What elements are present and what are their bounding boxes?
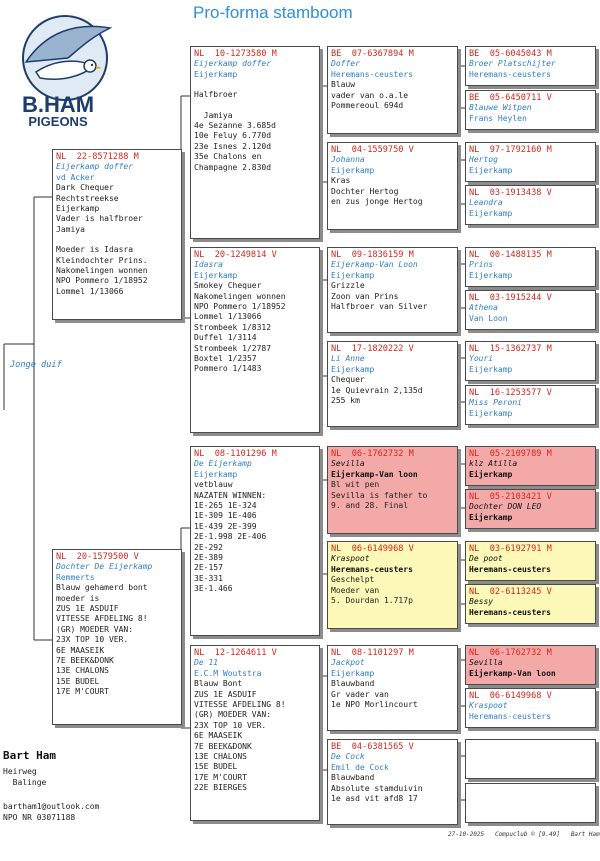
paternal-grandsire-card[interactable] <box>190 46 320 239</box>
bird-owner: Eijerkamp <box>331 270 375 280</box>
footer-print-info: 27-10-2025 Compuclub © [9.49] Bart Ham <box>448 831 600 838</box>
bird-detail-line: Kras <box>331 176 351 186</box>
great-ancestor-card-11[interactable] <box>465 541 596 581</box>
bird-detail-line: Blauw gehamerd bont <box>56 583 148 593</box>
bird-name: Eijerkamp doffer <box>56 162 134 172</box>
bird-detail-line: Moeder van <box>331 585 380 595</box>
great-ancestor-card-13[interactable] <box>465 645 596 685</box>
bird-name: Dochter DON LEO <box>469 502 542 512</box>
bird-detail-line: 1e NPO Morlincourt <box>331 700 418 710</box>
bird-detail-line: 1E-309 1E-406 <box>194 511 257 521</box>
pigeon-logo-icon <box>6 14 124 104</box>
logo-text-pigeons: PIGEONS <box>28 114 88 129</box>
bird-detail-line: Pommereoul 694d <box>331 101 404 111</box>
bird-detail-line: 13E CHALONS <box>194 752 247 762</box>
ring-number: BE 07-6367894 M <box>331 49 414 59</box>
bird-name: De 11 <box>194 658 219 668</box>
ring-number: NL 06-1762732 M <box>469 648 552 658</box>
great-ancestor-card-6[interactable] <box>465 290 596 330</box>
bird-owner: Eijerkamp <box>469 165 513 175</box>
bird-detail-line: 2E-389 <box>194 553 223 563</box>
ring-number: NL 06-1762732 M <box>331 449 414 459</box>
ring-number: NL 15-1362737 M <box>469 344 552 354</box>
maternal-grandsire-card[interactable] <box>190 446 320 636</box>
bird-detail-line: 15E BUDEL <box>194 762 238 772</box>
bird-name: De Cock <box>331 752 365 762</box>
bird-owner: Heremans-ceusters <box>469 69 551 79</box>
bird-owner: Eijerkamp <box>331 165 375 175</box>
bird-name: Youri <box>469 354 494 364</box>
bird-detail-line: 7E BEEK&DONK <box>56 656 114 666</box>
bird-detail-line: 6E MAASEIK <box>194 731 243 741</box>
ring-number: NL 09-1836159 M <box>331 250 414 260</box>
bird-detail-line: Rechtstreekse <box>56 193 119 203</box>
bird-name: Eijerkamp doffer <box>194 59 272 69</box>
bird-detail-line: Blauw Bont <box>194 679 243 689</box>
bird-owner: Eijerkamp <box>469 408 513 418</box>
bird-name: Jackpot <box>331 658 365 668</box>
ancestor-card-1[interactable] <box>327 46 458 134</box>
bird-detail-line: Chequer <box>331 375 365 385</box>
bird-detail-line: VITESSE AFDELING 8! <box>194 700 286 710</box>
bird-detail-line: 23e Isnes 2.120d <box>194 141 272 151</box>
bird-detail-line: NAZATEN WINNEN: <box>194 490 267 500</box>
bird-name: Sevilla <box>469 658 503 668</box>
bird-detail-line: ZUS 1E ASDUIF <box>56 604 119 614</box>
bird-detail-line: Bl wit pen <box>331 480 380 490</box>
bird-name: Kraspoot <box>331 554 370 564</box>
ancestor-card-2[interactable] <box>327 142 458 230</box>
bird-detail-line: VITESSE AFDELING 8! <box>56 614 148 624</box>
bird-name: Li Anne <box>331 354 365 364</box>
bird-detail-line: ZUS 1E ASDUIF <box>194 689 257 699</box>
bird-detail-line: 10e Feluy 6.770d <box>194 131 272 141</box>
bird-detail-line: 2E-1.998 2E-406 <box>194 532 267 542</box>
bird-detail-line: (GR) MOEDER VAN: <box>194 710 272 720</box>
great-ancestor-card-9[interactable] <box>465 446 596 486</box>
bird-detail-line: Jamiya <box>56 224 85 234</box>
bird-detail-line: Halfbroer <box>194 90 238 100</box>
young-pigeon-label: Jonge duif <box>10 360 62 370</box>
bird-detail-line: 3E-331 <box>194 573 223 583</box>
bird-owner: Heremans-ceusters <box>331 69 413 79</box>
bird-detail-line: vader van o.a.le <box>331 90 409 100</box>
ring-number: NL 22-8571288 M <box>56 152 139 162</box>
ring-number: NL 17-1820222 V <box>331 344 414 354</box>
bird-owner: Heremans-ceusters <box>469 564 551 574</box>
maternal-granddam-card[interactable] <box>190 645 320 821</box>
bird-detail-line: Dochter Hertog <box>331 186 399 196</box>
bird-owner: Van Loon <box>469 313 508 323</box>
ring-number: NL 05-2109789 M <box>469 449 552 459</box>
ring-number: NL 06-6149968 V <box>331 544 414 554</box>
ring-number: BE 04-6381565 V <box>331 742 414 752</box>
bird-detail-line: 1e Quievrain 2,135d <box>331 385 423 395</box>
page-title: Pro-forma stamboom <box>193 3 353 22</box>
owner-npo-number: NPO NR 03071188 <box>3 813 76 822</box>
bird-detail-line: Jamiya <box>194 110 233 120</box>
ancestor-card-4[interactable] <box>327 341 458 427</box>
bird-detail-line: Gr vader van <box>331 689 389 699</box>
bird-detail-line: Zoon van Prins <box>331 291 399 301</box>
bird-detail-line: Vader is halfbroer <box>56 214 143 224</box>
bird-detail-line: 15E BUDEL <box>56 676 100 686</box>
bird-name: Athena <box>469 303 498 313</box>
bird-owner: Heremans-ceusters <box>469 711 551 721</box>
ring-number: BE 05-6045043 M <box>469 49 552 59</box>
owner-email[interactable]: bartham1@outlook.com <box>3 802 100 811</box>
bird-detail-line: Lommel 1/13066 <box>194 312 262 322</box>
bird-detail-line: Halfbroer van Silver <box>331 302 428 312</box>
bird-detail-line: 17E M'COURT <box>194 772 247 782</box>
bird-detail-line: vetblauw <box>194 480 233 490</box>
bird-detail-line: Smokey Chequer <box>194 281 262 291</box>
bird-name: De poot <box>469 554 503 564</box>
bird-detail-line: en zus jonge Hertog <box>331 197 423 207</box>
bird-detail-line: Blauwband <box>331 773 375 783</box>
ring-number: NL 16-1253577 V <box>469 388 552 398</box>
bird-owner: Eijerkamp-Van loon <box>469 668 556 678</box>
ring-number: NL 20-1249814 V <box>194 250 277 260</box>
bird-owner: Heremans-ceusters <box>331 564 413 574</box>
bird-name: Johanna <box>331 155 365 165</box>
bird-name: Bessy <box>469 597 494 607</box>
bird-owner: Eijerkamp <box>469 469 513 479</box>
bird-detail-line: (GR) MOEDER VAN: <box>56 624 134 634</box>
bird-detail-line: Boxtel 1/2357 <box>194 354 257 364</box>
bird-detail-line: 5. Dourdan 1.717p <box>331 596 413 606</box>
bird-detail-line: 6E MAASEIK <box>56 645 105 655</box>
bird-name: Eijerkamp-Van Loon <box>331 260 418 270</box>
great-ancestor-card-1[interactable] <box>465 46 596 86</box>
ring-number: NL 10-1273580 M <box>194 49 277 59</box>
bird-detail-line: Geschelpt <box>331 575 375 585</box>
ring-number: NL 20-1579500 V <box>56 552 139 562</box>
ring-number: NL 97-1792160 M <box>469 145 552 155</box>
bird-detail-line: Lommel 1/13066 <box>56 286 124 296</box>
great-ancestor-card-7[interactable] <box>465 341 596 381</box>
bird-detail-line: 13E CHALONS <box>56 666 109 676</box>
bird-detail-line: Duffel 1/3114 <box>194 333 257 343</box>
owner-name: Bart Ham <box>3 749 56 762</box>
great-ancestor-card-14[interactable] <box>465 688 596 728</box>
bird-detail-line: 17E M'COURT <box>56 687 109 697</box>
bird-name: De Eijerkamp <box>194 459 252 469</box>
bird-detail-line: Sevilla is father to <box>331 490 428 500</box>
ring-number: NL 03-6192791 M <box>469 544 552 554</box>
bird-owner: Eijerkamp-Van loon <box>331 469 418 479</box>
great-ancestor-card-15-empty <box>465 739 596 779</box>
ring-number: NL 02-6113245 V <box>469 587 552 597</box>
bird-detail-line: 23X TOP 10 VER. <box>56 635 129 645</box>
bird-owner: Heremans-ceusters <box>469 607 551 617</box>
bird-owner: Eijerkamp <box>331 364 375 374</box>
great-ancestor-card-3[interactable] <box>465 142 596 182</box>
bird-detail-line: Pommero 1/1483 <box>194 364 262 374</box>
bird-name: Sevilla <box>331 459 365 469</box>
bird-detail-line: 255 km <box>331 396 360 406</box>
bird-detail-line: Absolute stamduivin <box>331 783 423 793</box>
bird-detail-line: Blauwband <box>331 679 375 689</box>
bird-detail-line: Dark Chequer <box>56 183 114 193</box>
dam-card[interactable] <box>52 549 182 725</box>
great-ancestor-card-10[interactable] <box>465 489 596 529</box>
great-ancestor-card-16-empty <box>465 783 596 823</box>
bird-detail-line: 7E BEEK&DONK <box>194 741 252 751</box>
bird-owner: Eijerkamp <box>469 208 513 218</box>
ring-number: NL 05-2103421 V <box>469 492 552 502</box>
logo <box>6 14 124 130</box>
bird-detail-line: Nakomelingen wonnen <box>56 266 148 276</box>
bird-detail-line: 3E-1.466 <box>194 584 233 594</box>
bird-detail-line: 9. and 28. Final <box>331 501 409 511</box>
bird-owner: Emil de Cock <box>331 762 389 772</box>
bird-owner: Eijerkamp <box>469 364 513 374</box>
bird-name: Leandra <box>469 198 503 208</box>
bird-owner: Frans Heylen <box>469 113 527 123</box>
bird-detail-line: Nakomelingen wonnen <box>194 291 286 301</box>
bird-detail-line: 35e Chalons en <box>194 152 262 162</box>
bird-owner: Remmerts <box>56 572 95 582</box>
sire-card[interactable] <box>52 149 182 320</box>
bird-detail-line: 2E-292 <box>194 542 223 552</box>
bird-name: Idasra <box>194 260 223 270</box>
bird-detail-line: Grizzle <box>331 281 365 291</box>
bird-owner: Eijerkamp <box>469 270 513 280</box>
great-ancestor-card-12[interactable] <box>465 584 596 624</box>
great-ancestor-card-8[interactable] <box>465 385 596 425</box>
bird-detail-line: 1E-439 2E-399 <box>194 521 257 531</box>
ancestor-card-5[interactable] <box>327 446 458 534</box>
bird-name: Dochter De Eijerkamp <box>56 562 153 572</box>
bird-name: Prins <box>469 260 494 270</box>
bird-name: Miss Peroni <box>469 398 522 408</box>
ancestor-card-3[interactable] <box>327 247 458 333</box>
bird-detail-line: NPO Pommero 1/18952 <box>194 302 286 312</box>
bird-detail-line: Strombeek 1/8312 <box>194 322 272 332</box>
bird-detail-line: NPO Pommero 1/18952 <box>56 276 148 286</box>
owner-city: Balinge <box>3 778 47 787</box>
bird-owner: E.C.M Woutstra <box>194 668 262 678</box>
bird-detail-line <box>56 235 178 245</box>
great-ancestor-card-2[interactable] <box>465 90 596 130</box>
ring-number: NL 08-1101297 M <box>331 648 414 658</box>
great-ancestor-card-4[interactable] <box>465 185 596 225</box>
ring-number: NL 06-6149968 V <box>469 691 552 701</box>
ring-number: NL 00-1488135 M <box>469 250 552 260</box>
bird-owner: Eijerkamp <box>331 668 375 678</box>
logo-text-bham: B.HAM <box>21 92 95 117</box>
ancestor-card-6[interactable] <box>327 541 458 629</box>
owner-street: Heirweg <box>3 767 37 776</box>
bird-name: Hertog <box>469 155 498 165</box>
bird-name: klz Atilla <box>469 459 518 469</box>
bird-owner: Eijerkamp <box>469 512 513 522</box>
bird-name: Broer Platschijter <box>469 59 556 69</box>
bird-detail-line: 23X TOP 10 VER. <box>194 720 267 730</box>
bird-owner: Eijerkamp <box>194 69 238 79</box>
bird-detail-line: Moeder is Idasra <box>56 245 134 255</box>
bird-detail-line: 1e asd vit afd8 17 <box>331 794 418 804</box>
paternal-granddam-card[interactable] <box>190 247 320 433</box>
bird-owner: Eijerkamp <box>194 469 238 479</box>
ancestor-card-7[interactable] <box>327 645 458 731</box>
bird-detail-line: Champagne 2.830d <box>194 162 272 172</box>
bird-detail-line: moeder is <box>56 593 100 603</box>
bird-detail-line <box>194 80 316 90</box>
ring-number: NL 03-1915244 V <box>469 293 552 303</box>
bird-name: Kraspoot <box>469 701 508 711</box>
ring-number: NL 03-1913438 V <box>469 188 552 198</box>
bird-detail-line: 2E-157 <box>194 563 223 573</box>
bird-owner: vd Acker <box>56 172 95 182</box>
ring-number: NL 12-1264611 V <box>194 648 277 658</box>
bird-detail-line: Eijerkamp <box>56 204 100 214</box>
bird-detail-line <box>194 101 316 111</box>
bird-detail-line: Blauw <box>331 80 356 90</box>
ring-number: BE 05-6450711 V <box>469 93 552 103</box>
bird-detail-line: Kleindochter Prins. <box>56 255 148 265</box>
ancestor-card-8[interactable] <box>327 739 458 825</box>
ring-number: NL 04-1559750 V <box>331 145 414 155</box>
bird-detail-line: Strombeek 1/2787 <box>194 343 272 353</box>
bird-detail-line: 4e Sezanne 3.685d <box>194 121 276 131</box>
bird-name: Blauwe Witpen <box>469 103 532 113</box>
bird-owner: Eijerkamp <box>194 270 238 280</box>
bird-detail-line: 1E-265 1E-324 <box>194 501 257 511</box>
great-ancestor-card-5[interactable] <box>465 247 596 287</box>
ring-number: NL 08-1101296 M <box>194 449 277 459</box>
bird-name: Doffer <box>331 59 360 69</box>
bird-detail-line: 22E BIERGES <box>194 783 247 793</box>
